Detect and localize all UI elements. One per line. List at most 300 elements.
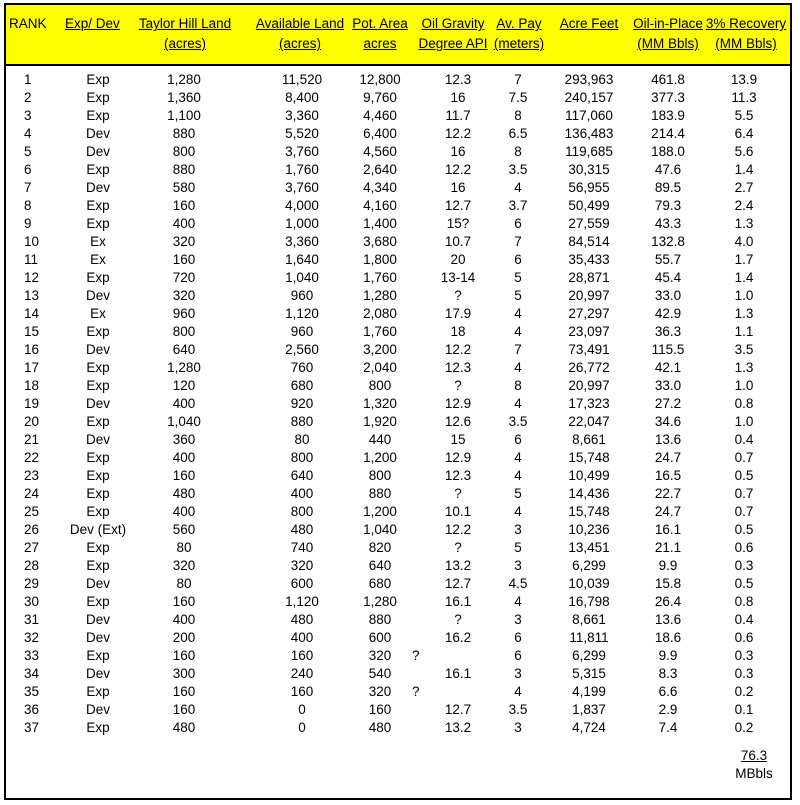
cell-exp-dev: Exp xyxy=(86,558,110,573)
cell-taylor-hill-land: 160 xyxy=(172,684,196,699)
cell-exp-dev: Exp xyxy=(86,648,110,663)
cell-rank: 25 xyxy=(24,504,40,519)
cell-exp-dev: Dev xyxy=(85,612,110,627)
cell-available-land: 3,360 xyxy=(285,234,319,249)
cell-av-pay: 4 xyxy=(514,450,522,465)
cell-exp-dev: Exp xyxy=(86,540,110,555)
cell-av-pay: 5 xyxy=(514,270,522,285)
cell-recovery: 5.5 xyxy=(734,108,754,123)
cell-available-land: 3,360 xyxy=(285,108,319,123)
cell-recovery: 1.3 xyxy=(734,216,754,231)
cell-rank: 11 xyxy=(24,252,39,267)
cell-recovery: 1.3 xyxy=(734,360,754,375)
cell-acre-feet: 6,299 xyxy=(572,648,606,663)
cell-exp-dev: Ex xyxy=(90,306,106,321)
cell-exp-dev: Exp xyxy=(86,72,110,87)
cell-oil-in-place: 115.5 xyxy=(651,342,685,357)
cell-exp-dev: Dev xyxy=(85,396,110,411)
cell-taylor-hill-land: 320 xyxy=(172,234,196,249)
cell-exp-dev: Exp xyxy=(86,108,110,123)
cell-acre-feet: 17,323 xyxy=(568,396,610,411)
cell-acre-feet: 1,837 xyxy=(572,702,606,717)
cell-exp-dev: Dev (Ext) xyxy=(69,522,127,537)
cell-pot-area: 1,800 xyxy=(363,252,397,267)
cell-av-pay: 4 xyxy=(514,396,522,411)
cell-rank: 9 xyxy=(24,216,32,231)
cell-oil-in-place: 26.4 xyxy=(654,594,682,609)
cell-recovery: 5.6 xyxy=(734,144,754,159)
header-oil-in-place-line2: (MM Bbls) xyxy=(637,36,699,51)
cell-acre-feet: 10,039 xyxy=(568,576,610,591)
cell-pot-area: 480 xyxy=(368,720,392,735)
cell-pot-area: 1,400 xyxy=(363,216,397,231)
cell-pot-area: 12,800 xyxy=(359,72,401,87)
cell-oil-gravity: 16.2 xyxy=(444,630,472,645)
cell-acre-feet: 73,491 xyxy=(568,342,610,357)
cell-av-pay: 3 xyxy=(514,558,522,573)
cell-acre-feet: 27,297 xyxy=(568,306,610,321)
table-row xyxy=(6,359,790,377)
cell-exp-dev: Dev xyxy=(85,666,110,681)
cell-exp-dev: Exp xyxy=(86,684,110,699)
cell-taylor-hill-land: 1,280 xyxy=(167,360,201,375)
table-header xyxy=(6,5,790,66)
cell-available-land: 1,760 xyxy=(285,162,319,177)
cell-oil-in-place: 21.1 xyxy=(654,540,682,555)
cell-available-land: 480 xyxy=(290,522,314,537)
cell-available-land: 480 xyxy=(290,612,314,627)
cell-available-land: 80 xyxy=(294,432,310,447)
table-row xyxy=(6,467,790,485)
cell-oil-gravity: ? xyxy=(454,486,462,501)
cell-acre-feet: 50,499 xyxy=(568,198,610,213)
cell-taylor-hill-land: 300 xyxy=(172,666,196,681)
cell-rank: 12 xyxy=(24,270,40,285)
table-row xyxy=(6,143,790,161)
header-av-pay-line2: (meters) xyxy=(493,36,545,51)
cell-oil-in-place: 27.2 xyxy=(654,396,682,411)
total-unit: MBbls xyxy=(735,766,773,781)
cell-av-pay: 6 xyxy=(514,216,522,231)
cell-oil-in-place: 214.4 xyxy=(651,126,685,141)
cell-recovery: 0.6 xyxy=(734,630,754,645)
cell-av-pay: 5 xyxy=(514,486,522,501)
cell-oil-in-place: 16.5 xyxy=(654,468,682,483)
cell-available-land: 2,560 xyxy=(285,342,319,357)
cell-pot-area: 2,080 xyxy=(363,306,397,321)
table-row xyxy=(6,395,790,413)
cell-oil-gravity: ? xyxy=(412,648,420,663)
table-row xyxy=(6,71,790,89)
cell-recovery: 1.0 xyxy=(734,378,754,393)
cell-oil-gravity: 15 xyxy=(450,432,466,447)
cell-pot-area: 880 xyxy=(368,612,392,627)
cell-acre-feet: 117,060 xyxy=(565,108,613,123)
cell-pot-area: 800 xyxy=(368,378,392,393)
cell-pot-area: 600 xyxy=(368,630,392,645)
cell-av-pay: 3 xyxy=(514,720,522,735)
cell-taylor-hill-land: 880 xyxy=(172,162,196,177)
table-row xyxy=(6,107,790,125)
table-row xyxy=(6,161,790,179)
cell-available-land: 1,120 xyxy=(285,306,319,321)
cell-oil-gravity: 18 xyxy=(450,324,466,339)
cell-rank: 22 xyxy=(24,450,40,465)
cell-pot-area: 1,760 xyxy=(363,324,397,339)
cell-available-land: 680 xyxy=(290,378,314,393)
cell-taylor-hill-land: 1,360 xyxy=(167,90,201,105)
cell-av-pay: 8 xyxy=(514,108,522,123)
cell-av-pay: 4 xyxy=(514,324,522,339)
table-row xyxy=(6,611,790,629)
cell-exp-dev: Dev xyxy=(85,432,110,447)
header-exp-dev xyxy=(65,14,120,34)
cell-taylor-hill-land: 720 xyxy=(172,270,196,285)
cell-oil-gravity: 15? xyxy=(446,216,470,231)
cell-acre-feet: 20,997 xyxy=(568,378,610,393)
total-recovery xyxy=(727,747,781,783)
header-rank-label: RANK xyxy=(9,16,47,31)
cell-av-pay: 3.5 xyxy=(508,162,528,177)
cell-available-land: 3,760 xyxy=(285,144,319,159)
cell-available-land: 4,000 xyxy=(285,198,319,213)
cell-av-pay: 3.5 xyxy=(508,702,528,717)
cell-oil-in-place: 22.7 xyxy=(654,486,682,501)
cell-exp-dev: Exp xyxy=(86,198,110,213)
cell-oil-in-place: 13.6 xyxy=(654,432,682,447)
table-row xyxy=(6,449,790,467)
cell-taylor-hill-land: 320 xyxy=(172,288,196,303)
cell-oil-gravity: 20 xyxy=(450,252,466,267)
cell-oil-gravity: 13.2 xyxy=(444,720,472,735)
table-row xyxy=(6,521,790,539)
cell-oil-in-place: 9.9 xyxy=(658,558,678,573)
cell-rank: 19 xyxy=(24,396,40,411)
cell-recovery: 0.5 xyxy=(734,468,754,483)
cell-available-land: 920 xyxy=(290,396,314,411)
cell-recovery: 0.7 xyxy=(734,504,754,519)
cell-oil-gravity: 12.9 xyxy=(444,396,472,411)
cell-oil-in-place: 9.9 xyxy=(658,648,678,663)
cell-acre-feet: 13,451 xyxy=(568,540,610,555)
cell-exp-dev: Dev xyxy=(85,144,110,159)
cell-av-pay: 7 xyxy=(514,234,522,249)
total-value: 76.3 xyxy=(740,748,768,763)
cell-exp-dev: Exp xyxy=(86,720,110,735)
cell-acre-feet: 6,299 xyxy=(572,558,606,573)
table-row xyxy=(6,287,790,305)
cell-acre-feet: 14,436 xyxy=(568,486,610,501)
cell-available-land: 1,000 xyxy=(285,216,319,231)
cell-available-land: 0 xyxy=(298,720,306,735)
cell-acre-feet: 23,097 xyxy=(568,324,610,339)
cell-available-land: 960 xyxy=(290,324,314,339)
cell-available-land: 800 xyxy=(290,504,314,519)
cell-rank: 27 xyxy=(24,540,40,555)
cell-av-pay: 4 xyxy=(514,360,522,375)
cell-av-pay: 4 xyxy=(514,504,522,519)
cell-exp-dev: Exp xyxy=(86,90,110,105)
cell-exp-dev: Exp xyxy=(86,450,110,465)
cell-oil-gravity: 12.3 xyxy=(444,468,472,483)
cell-oil-gravity: 12.2 xyxy=(444,342,472,357)
cell-oil-in-place: 24.7 xyxy=(654,504,682,519)
cell-pot-area: 3,200 xyxy=(363,342,397,357)
cell-recovery: 0.4 xyxy=(734,432,754,447)
cell-pot-area: 6,400 xyxy=(363,126,397,141)
cell-av-pay: 4.5 xyxy=(508,576,528,591)
cell-av-pay: 8 xyxy=(514,378,522,393)
cell-pot-area: 4,160 xyxy=(363,198,397,213)
cell-recovery: 0.5 xyxy=(734,522,754,537)
cell-oil-in-place: 42.1 xyxy=(654,360,682,375)
cell-rank: 24 xyxy=(24,486,40,501)
cell-available-land: 1,120 xyxy=(285,594,319,609)
table-row xyxy=(6,197,790,215)
cell-oil-in-place: 132.8 xyxy=(651,234,685,249)
cell-av-pay: 6 xyxy=(514,432,522,447)
cell-available-land: 8,400 xyxy=(285,90,319,105)
cell-acre-feet: 27,559 xyxy=(568,216,610,231)
cell-oil-gravity: 12.9 xyxy=(444,450,472,465)
cell-acre-feet: 84,514 xyxy=(568,234,610,249)
cell-oil-gravity: 11.7 xyxy=(445,108,471,123)
cell-taylor-hill-land: 80 xyxy=(176,576,192,591)
cell-oil-gravity: 16.1 xyxy=(444,594,472,609)
cell-acre-feet: 293,963 xyxy=(564,72,614,87)
cell-pot-area: 320 xyxy=(368,648,392,663)
cell-taylor-hill-land: 400 xyxy=(172,450,196,465)
cell-pot-area: 800 xyxy=(368,468,392,483)
cell-oil-in-place: 34.6 xyxy=(654,414,682,429)
table-row xyxy=(6,413,790,431)
header-taylor-hill-line2: (acres) xyxy=(163,36,206,51)
cell-available-land: 160 xyxy=(290,648,314,663)
cell-oil-gravity: 16 xyxy=(450,90,466,105)
cell-taylor-hill-land: 160 xyxy=(172,702,196,717)
cell-exp-dev: Exp xyxy=(86,414,110,429)
cell-oil-in-place: 2.9 xyxy=(658,702,678,717)
cell-av-pay: 3.5 xyxy=(508,414,528,429)
cell-exp-dev: Exp xyxy=(86,360,110,375)
cell-oil-in-place: 79.3 xyxy=(654,198,682,213)
cell-exp-dev: Dev xyxy=(85,630,110,645)
cell-oil-gravity: 12.2 xyxy=(444,522,472,537)
table-row xyxy=(6,665,790,683)
cell-exp-dev: Ex xyxy=(90,234,106,249)
cell-av-pay: 4 xyxy=(514,306,522,321)
header-available-land-line2: (acres) xyxy=(278,36,321,51)
cell-oil-in-place: 461.8 xyxy=(651,72,685,87)
cell-recovery: 1.0 xyxy=(734,414,754,429)
cell-oil-gravity: 10.7 xyxy=(444,234,472,249)
cell-av-pay: 6 xyxy=(514,648,522,663)
cell-acre-feet: 10,236 xyxy=(568,522,610,537)
cell-recovery: 1.0 xyxy=(734,288,754,303)
cell-av-pay: 8 xyxy=(514,144,522,159)
cell-exp-dev: Dev xyxy=(85,702,110,717)
cell-taylor-hill-land: 480 xyxy=(172,486,196,501)
cell-oil-gravity: 10.1 xyxy=(444,504,472,519)
cell-available-land: 320 xyxy=(290,558,314,573)
cell-recovery: 1.1 xyxy=(734,324,754,339)
cell-acre-feet: 4,724 xyxy=(572,720,606,735)
table-row xyxy=(6,719,790,737)
table-row xyxy=(6,89,790,107)
cell-available-land: 0 xyxy=(298,702,306,717)
cell-pot-area: 1,040 xyxy=(363,522,397,537)
cell-taylor-hill-land: 160 xyxy=(172,252,196,267)
cell-recovery: 0.6 xyxy=(734,540,754,555)
cell-recovery: 2.4 xyxy=(734,198,754,213)
cell-pot-area: 2,040 xyxy=(363,360,397,375)
cell-available-land: 740 xyxy=(290,540,314,555)
cell-rank: 10 xyxy=(24,234,40,249)
table-row xyxy=(6,323,790,341)
cell-pot-area: 3,680 xyxy=(363,234,397,249)
table-row xyxy=(6,125,790,143)
cell-pot-area: 1,200 xyxy=(363,504,397,519)
cell-oil-gravity: 13-14 xyxy=(440,270,476,285)
cell-recovery: 0.7 xyxy=(734,486,754,501)
cell-exp-dev: Exp xyxy=(86,324,110,339)
cell-exp-dev: Exp xyxy=(86,504,110,519)
cell-rank: 7 xyxy=(24,180,32,195)
cell-oil-gravity: 12.7 xyxy=(444,702,472,717)
cell-oil-in-place: 18.6 xyxy=(654,630,682,645)
cell-rank: 15 xyxy=(24,324,40,339)
cell-oil-gravity: 12.3 xyxy=(444,72,472,87)
cell-oil-in-place: 377.3 xyxy=(651,90,685,105)
cell-taylor-hill-land: 880 xyxy=(172,126,196,141)
header-acre-feet-label: Acre Feet xyxy=(559,16,619,31)
cell-rank: 2 xyxy=(24,90,32,105)
cell-rank: 4 xyxy=(24,126,32,141)
cell-rank: 26 xyxy=(24,522,40,537)
cell-oil-gravity: ? xyxy=(454,288,462,303)
cell-exp-dev: Exp xyxy=(86,378,110,393)
cell-rank: 18 xyxy=(24,378,40,393)
cell-available-land: 400 xyxy=(290,486,314,501)
cell-acre-feet: 4,199 xyxy=(572,684,606,699)
cell-pot-area: 1,760 xyxy=(363,270,397,285)
header-recovery xyxy=(702,14,790,54)
cell-rank: 30 xyxy=(24,594,40,609)
cell-taylor-hill-land: 1,280 xyxy=(167,72,201,87)
cell-recovery: 3.5 xyxy=(734,342,754,357)
cell-av-pay: 5 xyxy=(514,288,522,303)
cell-oil-in-place: 33.0 xyxy=(654,288,682,303)
cell-pot-area: 820 xyxy=(368,540,392,555)
cell-oil-in-place: 45.4 xyxy=(654,270,682,285)
cell-recovery: 0.8 xyxy=(734,396,754,411)
cell-recovery: 0.7 xyxy=(734,450,754,465)
cell-oil-in-place: 7.4 xyxy=(658,720,678,735)
cell-pot-area: 680 xyxy=(368,576,392,591)
table-row xyxy=(6,629,790,647)
cell-pot-area: 4,560 xyxy=(363,144,397,159)
cell-oil-gravity: ? xyxy=(454,612,462,627)
cell-av-pay: 7.5 xyxy=(508,90,528,105)
cell-oil-gravity: 17.9 xyxy=(444,306,472,321)
cell-oil-in-place: 24.7 xyxy=(654,450,682,465)
cell-taylor-hill-land: 200 xyxy=(172,630,196,645)
header-exp-dev-label: Exp/ Dev xyxy=(65,16,120,31)
cell-oil-in-place: 47.6 xyxy=(654,162,682,177)
cell-pot-area: 640 xyxy=(368,558,392,573)
cell-acre-feet: 56,955 xyxy=(568,180,610,195)
table-row xyxy=(6,557,790,575)
table-row xyxy=(6,647,790,665)
header-av-pay-line1: Av. Pay xyxy=(496,16,542,31)
cell-taylor-hill-land: 560 xyxy=(172,522,196,537)
cell-recovery: 2.7 xyxy=(734,180,754,195)
header-recovery-line2: (MM Bbls) xyxy=(715,36,777,51)
table-row xyxy=(6,215,790,233)
cell-pot-area: 160 xyxy=(368,702,392,717)
header-oil-in-place-line1: Oil-in-Place xyxy=(633,16,703,31)
cell-available-land: 400 xyxy=(290,630,314,645)
cell-acre-feet: 11,811 xyxy=(569,630,609,645)
cell-recovery: 0.3 xyxy=(734,666,754,681)
cell-exp-dev: Ex xyxy=(90,252,106,267)
cell-available-land: 880 xyxy=(290,414,314,429)
cell-oil-in-place: 42.9 xyxy=(654,306,682,321)
cell-available-land: 600 xyxy=(290,576,314,591)
cell-av-pay: 3 xyxy=(514,666,522,681)
cell-av-pay: 7 xyxy=(514,342,522,357)
cell-acre-feet: 22,047 xyxy=(568,414,610,429)
cell-rank: 33 xyxy=(24,648,40,663)
cell-recovery: 13.9 xyxy=(730,72,758,87)
cell-taylor-hill-land: 400 xyxy=(172,216,196,231)
cell-exp-dev: Dev xyxy=(85,576,110,591)
cell-recovery: 6.4 xyxy=(734,126,754,141)
cell-oil-in-place: 13.6 xyxy=(654,612,682,627)
cell-av-pay: 3 xyxy=(514,522,522,537)
cell-oil-in-place: 183.9 xyxy=(651,108,685,123)
cell-exp-dev: Dev xyxy=(85,180,110,195)
cell-recovery: 0.3 xyxy=(734,558,754,573)
cell-oil-in-place: 188.0 xyxy=(651,144,685,159)
cell-taylor-hill-land: 800 xyxy=(172,144,196,159)
cell-taylor-hill-land: 800 xyxy=(172,324,196,339)
cell-recovery: 11.3 xyxy=(731,90,757,105)
cell-acre-feet: 8,661 xyxy=(572,612,606,627)
cell-av-pay: 5 xyxy=(514,540,522,555)
cell-acre-feet: 136,483 xyxy=(564,126,614,141)
table-row xyxy=(6,179,790,197)
table-body xyxy=(6,71,790,737)
cell-oil-gravity: 16 xyxy=(450,180,466,195)
header-acre-feet xyxy=(554,14,624,34)
cell-taylor-hill-land: 120 xyxy=(172,378,196,393)
cell-acre-feet: 240,157 xyxy=(564,90,614,105)
cell-acre-feet: 8,661 xyxy=(572,432,606,447)
cell-recovery: 1.4 xyxy=(734,270,754,285)
cell-av-pay: 4 xyxy=(514,594,522,609)
cell-exp-dev: Dev xyxy=(85,288,110,303)
table-row xyxy=(6,269,790,287)
cell-available-land: 160 xyxy=(290,684,314,699)
cell-acre-feet: 16,798 xyxy=(568,594,610,609)
table-row xyxy=(6,701,790,719)
cell-exp-dev: Exp xyxy=(86,594,110,609)
cell-oil-in-place: 16.1 xyxy=(654,522,682,537)
cell-rank: 6 xyxy=(24,162,32,177)
cell-acre-feet: 10,499 xyxy=(568,468,610,483)
cell-av-pay: 6.5 xyxy=(508,126,528,141)
